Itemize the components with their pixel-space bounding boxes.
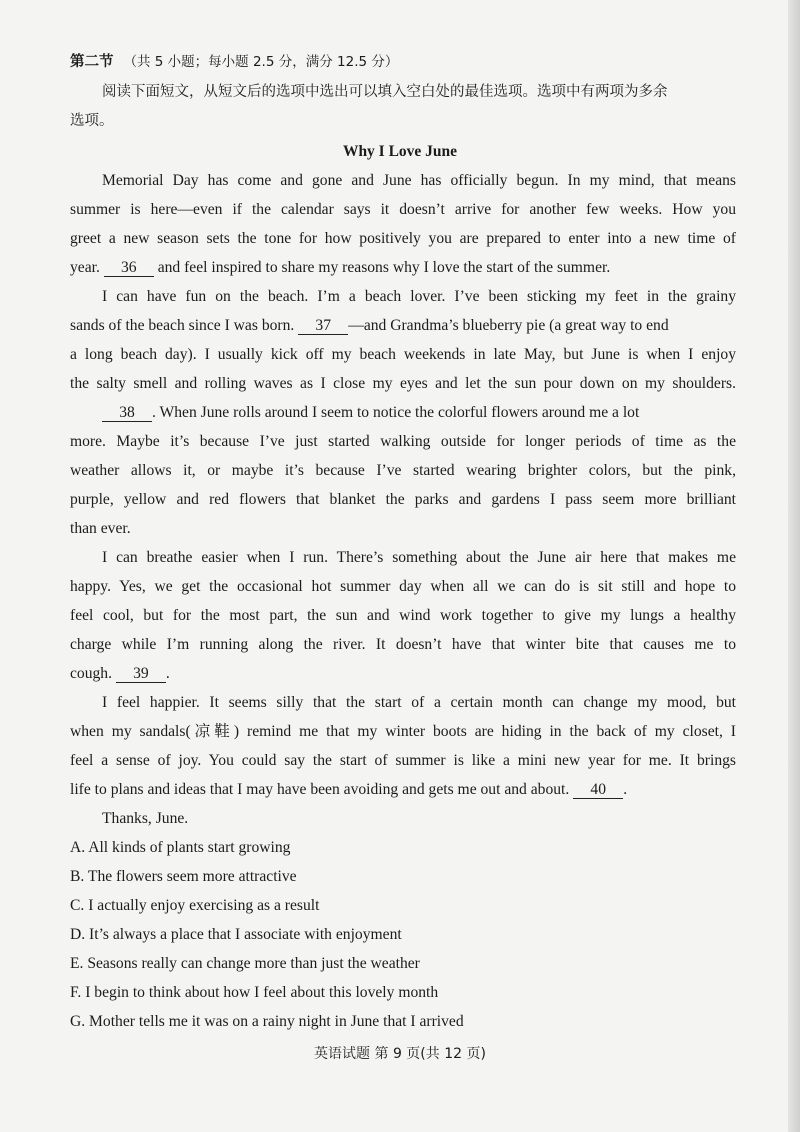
passage-text: year. [70, 259, 100, 276]
passage-line: a long beach day). I usually kick off my beach weekends in late May, but June is when I enjoy [70, 346, 736, 363]
option-b: B. The flowers seem more attractive [70, 868, 297, 885]
passage-line: when my sandals(凉鞋) remind me that my winter boots are hiding in the back of my closet, I [70, 723, 736, 740]
option-a: A. All kinds of plants start growing [70, 839, 291, 856]
instruction-line-1: 阅读下面短文，从短文后的选项中选出可以填入空白处的最佳选项。选项中有两项为多余 [102, 84, 668, 100]
option-c: C. I actually enjoy exercising as a result [70, 897, 320, 914]
instruction-line-2: 选项。 [70, 113, 114, 129]
passage-line: purple, yellow and red flowers that blanket the parks and gardens I pass seem more brilliant [70, 491, 736, 508]
option-f: F. I begin to think about how I feel about this lovely month [70, 984, 439, 1001]
passage-title: Why I Love June [342, 143, 458, 160]
blank-36: 36 [104, 259, 154, 277]
passage-line: happy. Yes, we get the occasional hot summer day when all we can do is sit still and hope to [70, 578, 736, 595]
passage-line [70, 316, 669, 336]
passage-closing: Thanks, June. [102, 810, 189, 827]
passage-text: life to plans and ideas that I may have been avoiding and gets me out and about. [70, 781, 570, 798]
passage-text: sands of the beach since I was born. [70, 317, 295, 334]
passage-text: . [623, 781, 628, 798]
passage-line [102, 403, 639, 423]
passage-line: feel cool, but for the most part, the sun and wind work together to give my lungs a healthy [70, 607, 736, 624]
passage-line: greet a new season sets the tone for how positively you are prepared to enter into a new time of [70, 230, 736, 247]
blank-38: 38 [102, 404, 152, 422]
passage-text: . When June rolls around I seem to notice the colorful flowers around me a lot [152, 404, 640, 421]
passage-text: and feel inspired to share my reasons why I love the start of the summer. [157, 259, 611, 276]
passage-line: I feel happier. It seems silly that the start of a certain month can change my mood, but [102, 694, 736, 711]
passage-line: the salty smell and rolling waves as I close my eyes and let the sun pour down on my shoulders. [70, 375, 736, 392]
page-footer: 英语试题 第 9 页(共 12 页) [314, 1046, 486, 1062]
passage-line [70, 258, 610, 278]
passage-text: cough. [70, 665, 113, 682]
passage-line: I can have fun on the beach. I’m a beach lover. I’ve been sticking my feet in the grainy [102, 288, 736, 305]
passage-line: more. Maybe it’s because I’ve just started walking outside for longer periods of time as the [70, 433, 736, 450]
blank-40: 40 [573, 781, 623, 799]
passage-line [70, 664, 170, 684]
passage-line [70, 780, 627, 800]
option-g: G. Mother tells me it was on a rainy night in June that I arrived [70, 1013, 464, 1030]
passage-line: feel a sense of joy. You could say the start of summer is like a mini new year for me. It brings [70, 752, 736, 769]
option-d: D. It’s always a place that I associate with enjoyment [70, 926, 402, 943]
blank-37: 37 [298, 317, 348, 335]
passage-line: I can breathe easier when I run. There’s something about the June air here that makes me [102, 549, 736, 566]
passage-line: summer is here—even if the calendar says it doesn’t arrive for another few weeks. How you [70, 201, 736, 218]
passage-text: —and Grandma’s blueberry pie (a great way to end [348, 317, 669, 334]
section-note: （共 5 小题；每小题 2.5 分，满分 12.5 分） [123, 54, 399, 70]
blank-39: 39 [116, 665, 166, 683]
page-edge-shadow [788, 0, 800, 1132]
option-e: E. Seasons really can change more than just the weather [70, 955, 420, 972]
passage-line: Memorial Day has come and gone and June has officially begun. In my mind, that means [102, 172, 736, 189]
passage-text: . [165, 665, 170, 682]
section-header [70, 52, 398, 72]
section-label: 第二节 [70, 54, 114, 70]
passage-line: charge while I’m running along the river. It doesn’t have that winter bite that causes me to [70, 636, 736, 653]
passage-line: weather allows it, or maybe it’s because I’ve started wearing brighter colors, but the pink, [70, 462, 736, 479]
passage-line: than ever. [70, 520, 131, 537]
